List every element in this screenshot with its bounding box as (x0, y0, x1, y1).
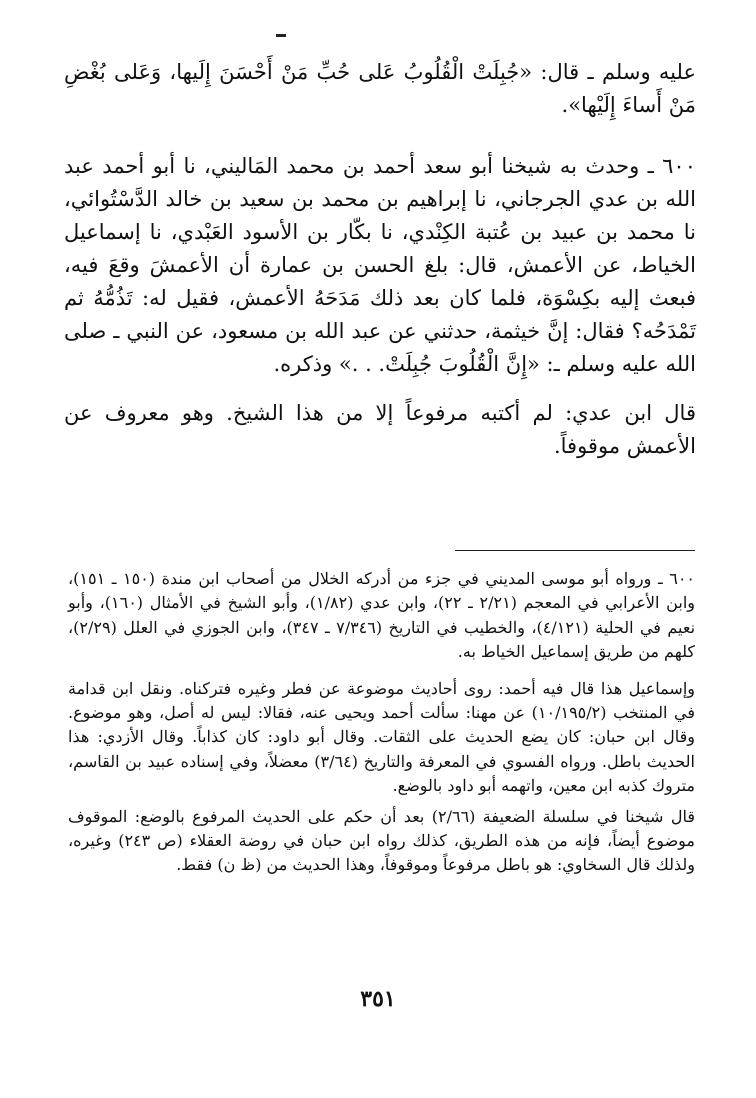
footnote-ismail: وإسماعيل هذا قال فيه أحمد: روى أحاديث موضوعة عن فطر وغيره فتركناه. ونقل ابن قدامة في المنتخب (١٠/١٩٥/٢) عن مهنا: سألت أحمد ويحيى عنه، فقالا: ليس له أصل، وهو موضوع. وقال ابن حبان: كان يضع الحديث على الثقات. وقال أبو داود: كان كذاباً. وقال الأزدي: هذا الحديث باطل. ورواه الفسوي في المعرفة والتاريخ (٣/٦٤) معضلاً، وفي إسناده عبيد بن القاسم، متروك كذبه ابن معين، واتهمه أبو داود بالوضع. (68, 678, 695, 796)
footnote-separator (455, 550, 695, 551)
footnote-albani: قال شيخنا في سلسلة الضعيفة (٢/٦٦) بعد أن حكم على الحديث المرفوع بالوضع: الموقوف موضوع أيضاً، فإنه من هذه الطريق، كذلك رواه ابن حبان في روضة العقلاء (ص ٢٤٣) وغيره، ولذلك قال السخاوي: هو باطل مرفوعاً وموقوفاً، وهذا الحديث من (ظ ن) فقط. (68, 806, 695, 875)
footnotes (68, 567, 695, 878)
printer-mark (276, 34, 286, 37)
quote-paragraph: عليه وسلم ـ قال: «جُبِلَتْ الْقُلُوبُ عَلى حُبِّ مَنْ أَحْسَنَ إِلَيها، وَعَلى بُغْضِ مَنْ أَساءَ إِلَيْها». (64, 60, 696, 117)
comment-paragraph: قال ابن عدي: لم أكتبه مرفوعاً إلا من هذا الشيخ. وهو معروف عن الأعمش موقوفاً. (64, 401, 696, 458)
hadith-paragraph: ٦٠٠ ـ وحدث به شيخنا أبو سعد أحمد بن محمد المَاليني، نا أبو أحمد عبد الله بن عدي الجرجاني، نا إبراهيم بن محمد بن سعيد بن خالد الدَّسْتُوائي، نا محمد بن عبيد بن عُتبة الكِنْدي، نا بكّار بن الأسود العَبْدي، نا إسماعيل الخياط، عن الأعمش، قال: بلغ الحسن بن عمارة أن الأعمشَ وقعَ فيه، فبعث إليه بكِسْوَة، فلما كان بعد ذلك مَدَحَهُ الأعمش، فقيل له: تَذُمُّهُ ثم تَمْدَحُه؟ فقال: إنَّ خيثمة، حدثني عن عبد الله بن مسعود، عن النبي ـ صلى الله عليه وسلم ـ: «إِنَّ الْقُلُوبَ جُبِلَتْ. . .» وذكره. (64, 154, 696, 376)
footnote-600: ٦٠٠ ـ ورواه أبو موسى المديني في جزء من أدركه الخلال من أصحاب ابن مندة (١٥٠ ـ ١٥١)، وابن الأعرابي في المعجم (٢/٢١ ـ ٢٢)، وابن عدي (١/٨٢)، وأبو الشيخ في الأمثال (١٦٠)، وأبو نعيم في الحلية (٤/١٢١)، والخطيب في التاريخ (٧/٣٤٦ ـ ٣٤٧)، وابن الجوزي في العلل (٢/٢٩)، كلهم من طريق إسماعيل الخياط به. (68, 569, 696, 662)
page-number: ٣٥١ (360, 986, 396, 1012)
main-text (64, 56, 696, 463)
